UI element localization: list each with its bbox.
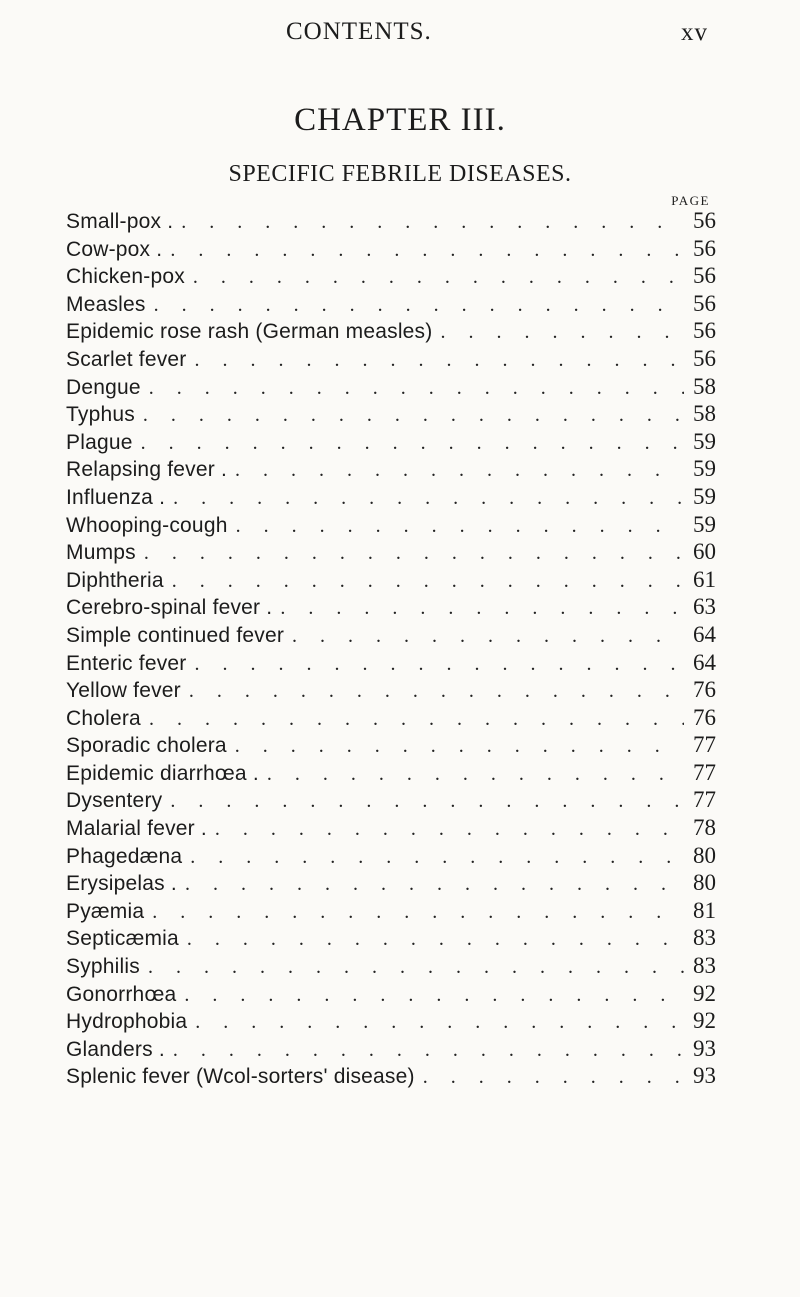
entry-title: Relapsing fever . [66,458,227,482]
contents-entry [66,1062,716,1090]
page-column-label: PAGE [671,193,710,208]
contents-entry [66,1007,716,1035]
contents-entry [66,400,716,428]
dot-leader [162,788,684,814]
entry-title: Phagedæna [66,844,183,868]
dot-leader [140,954,684,980]
dot-leader [284,623,684,649]
entry-title: Dengue [66,375,141,399]
contents-entry [66,538,716,566]
dot-leader [181,678,684,704]
entry-title: Yellow fever [66,679,181,703]
chapter-subtitle: SPECIFIC FEBRILE DISEASES. [228,161,572,187]
entry-title: Small-pox . [66,210,174,233]
contents-entry [66,290,716,318]
entry-page-number: 61 [693,566,716,592]
dot-leader [185,264,684,290]
entry-title: Cerebro-spinal fever . [66,596,273,620]
entry-page-number: 93 [693,1035,716,1061]
dot-leader [141,706,684,732]
dot-leader [432,319,684,345]
dot-leader [415,1064,684,1090]
entry-page-number: 56 [693,263,716,289]
entry-title: Dysentery [66,789,163,813]
dot-leader [136,540,684,566]
entry-page-number: 83 [693,925,716,951]
entry-title: Scarlet fever [66,347,187,371]
contents-entry [66,373,716,401]
dot-leader [186,347,684,373]
contents-entry [66,952,716,980]
dot-leader [177,871,684,897]
contents-entry [66,455,716,483]
contents-entry [66,1035,716,1063]
contents-entry [66,621,716,649]
entry-page-number: 64 [693,621,716,647]
entry-title: Cow-pox . [66,237,163,261]
entry-page-number: 56 [693,290,716,316]
entry-title: Septicæmia [66,927,179,951]
dot-leader [179,926,684,952]
entry-title: Malarial fever . [66,817,207,841]
contents-entry [66,207,716,235]
dot-leader [133,430,684,456]
entry-page-number: 77 [693,787,716,813]
entry-title: Gonorrhœa [66,982,177,1006]
dot-leader [259,761,684,787]
contents-entry [66,704,716,732]
contents-entry [66,649,716,677]
dot-leader [228,513,684,539]
entry-page-number: 63 [693,594,716,620]
entry-title: Mumps [66,541,136,565]
contents-entry [66,317,716,345]
entry-page-number: 64 [693,649,716,675]
entry-page-number: 58 [693,373,716,399]
entry-title: Chicken-pox [66,265,185,289]
entry-title: Enteric fever [66,651,187,675]
entry-title: Simple continued fever [66,623,285,647]
contents-list [66,207,716,1090]
dot-leader [272,595,684,621]
contents-entry [66,842,716,870]
dot-leader [165,1037,684,1063]
entry-page-number: 81 [693,897,716,923]
entry-page-number: 56 [693,318,716,344]
contents-entry [66,731,716,759]
dot-leader [227,457,684,483]
entry-page-number: 80 [693,842,716,868]
entry-title: Epidemic rose rash (German measles) [66,320,433,344]
contents-entry [66,262,716,290]
entry-page-number: 83 [693,953,716,979]
entry-page-number: 56 [693,235,716,261]
entry-title: Sporadic cholera [66,734,227,758]
dot-leader [173,209,684,235]
entry-page-number: 92 [693,1008,716,1034]
entry-page-number: 78 [693,815,716,841]
contents-entry [66,483,716,511]
entry-title: Epidemic diarrhœa . [66,761,259,785]
contents-entry [66,814,716,842]
entry-title: Influenza . [66,485,166,509]
dot-leader [207,816,684,842]
entry-title: Erysipelas . [66,872,177,896]
dot-leader [146,292,684,318]
entry-title: Diphtheria [66,568,164,592]
dot-leader [165,485,684,511]
entry-title: Syphilis [66,955,140,979]
dot-leader [186,651,684,677]
entry-page-number: 92 [693,980,716,1006]
entry-page-number: 60 [693,539,716,565]
contents-entry [66,428,716,456]
contents-entry [66,980,716,1008]
contents-entry [66,897,716,925]
dot-leader [135,402,684,428]
entry-page-number: 77 [693,732,716,758]
entry-page-number: 56 [693,208,716,233]
contents-entry [66,869,716,897]
contents-entry [66,759,716,787]
running-title: CONTENTS. [286,18,432,45]
entry-page-number: 77 [693,759,716,785]
dot-leader [164,568,684,594]
entry-title: Plague [66,430,133,454]
entry-title: Whooping-cough [66,513,228,537]
entry-page-number: 76 [693,677,716,703]
entry-title: Hydrophobia [66,1010,188,1034]
entry-title: Cholera [66,706,141,730]
contents-entry [66,345,716,373]
running-head [0,18,800,58]
contents-entry [66,566,716,594]
contents-entry [66,786,716,814]
dot-leader [176,982,684,1008]
chapter-title: CHAPTER III. [294,102,506,138]
entry-page-number: 93 [693,1063,716,1089]
entry-page-number: 59 [693,483,716,509]
entry-page-number: 59 [693,428,716,454]
entry-title: Measles [66,292,146,316]
dot-leader [227,733,684,759]
contents-entry [66,676,716,704]
entry-page-number: 76 [693,704,716,730]
dot-leader [141,375,684,401]
entry-page-number: 59 [693,456,716,482]
entry-page-number: 59 [693,511,716,537]
dot-leader [182,844,684,870]
entry-page-number: 80 [693,870,716,896]
dot-leader [144,899,684,925]
contents-entry [66,924,716,952]
dot-leader [162,237,684,263]
entry-page-number: 58 [693,401,716,427]
entry-title: Glanders . [66,1037,165,1061]
entry-title: Splenic fever (Wcol-sorters' disease) [66,1065,415,1089]
entry-page-number: 56 [693,345,716,371]
dot-leader [187,1009,684,1035]
contents-entry [66,235,716,263]
contents-entry [66,511,716,539]
contents-entry [66,593,716,621]
page-folio: xv [681,19,708,46]
entry-title: Pyæmia [66,899,145,923]
entry-title: Typhus [66,403,135,427]
